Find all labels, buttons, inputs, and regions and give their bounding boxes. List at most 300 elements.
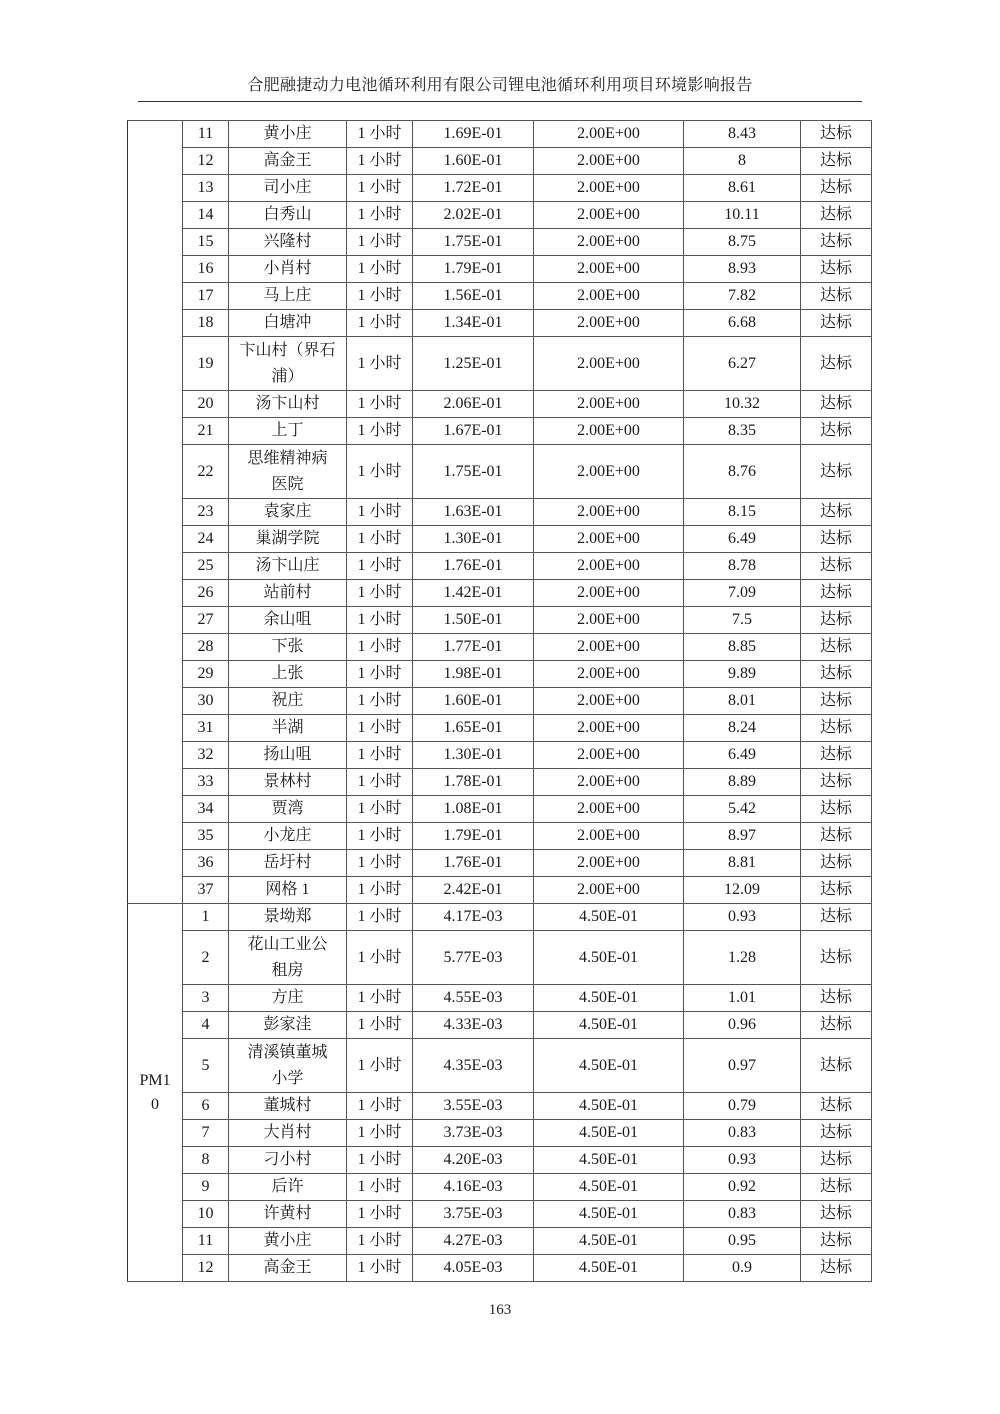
row-number-cell: 23 — [183, 499, 229, 526]
compliance-status-cell: 达标 — [801, 823, 872, 850]
averaging-period-cell: 1 小时 — [347, 526, 413, 553]
row-number-cell: 6 — [183, 1093, 229, 1120]
max-concentration-cell: 1.30E-01 — [413, 742, 534, 769]
averaging-period-cell: 1 小时 — [347, 229, 413, 256]
row-number-cell: 19 — [183, 337, 229, 391]
standard-value-cell: 2.00E+00 — [534, 148, 684, 175]
site-name-line: 思维精神病 — [247, 449, 328, 467]
percent-of-standard-cell: 8.97 — [684, 823, 801, 850]
site-name-cell: 汤卞山村 — [229, 391, 347, 418]
percent-of-standard-cell: 7.82 — [684, 283, 801, 310]
site-name-cell: 景坳郑 — [229, 904, 347, 931]
standard-value-cell: 4.50E-01 — [534, 1201, 684, 1228]
max-concentration-cell: 4.33E-03 — [413, 1012, 534, 1039]
compliance-status-cell: 达标 — [801, 121, 872, 148]
site-name-cell: 方庄 — [229, 985, 347, 1012]
max-concentration-cell: 4.17E-03 — [413, 904, 534, 931]
compliance-status-cell: 达标 — [801, 1012, 872, 1039]
table-row — [128, 175, 872, 202]
max-concentration-cell: 1.60E-01 — [413, 148, 534, 175]
row-number-cell: 12 — [183, 1255, 229, 1282]
compliance-status-cell: 达标 — [801, 661, 872, 688]
percent-of-standard-cell: 8.89 — [684, 769, 801, 796]
compliance-status-cell: 达标 — [801, 715, 872, 742]
max-concentration-cell: 1.79E-01 — [413, 823, 534, 850]
row-number-cell: 22 — [183, 445, 229, 499]
standard-value-cell: 4.50E-01 — [534, 985, 684, 1012]
table-row — [128, 121, 872, 148]
compliance-status-cell: 达标 — [801, 229, 872, 256]
compliance-status-cell: 达标 — [801, 1228, 872, 1255]
site-name-cell: 后许 — [229, 1174, 347, 1201]
site-name-cell: 扬山咀 — [229, 742, 347, 769]
max-concentration-cell: 1.79E-01 — [413, 256, 534, 283]
averaging-period-cell: 1 小时 — [347, 715, 413, 742]
site-name-cell: 余山咀 — [229, 607, 347, 634]
percent-of-standard-cell: 8 — [684, 148, 801, 175]
site-name-cell: 大肖村 — [229, 1120, 347, 1147]
site-name-cell: 网格 1 — [229, 877, 347, 904]
table-body — [128, 121, 872, 1282]
site-name-cell: 祝庄 — [229, 688, 347, 715]
site-name-cell: 半湖 — [229, 715, 347, 742]
table-row — [128, 499, 872, 526]
averaging-period-cell: 1 小时 — [347, 148, 413, 175]
row-number-cell: 27 — [183, 607, 229, 634]
averaging-period-cell: 1 小时 — [347, 580, 413, 607]
standard-value-cell: 2.00E+00 — [534, 337, 684, 391]
standard-value-cell: 4.50E-01 — [534, 1228, 684, 1255]
site-name-cell: 上张 — [229, 661, 347, 688]
max-concentration-cell: 1.65E-01 — [413, 715, 534, 742]
averaging-period-cell: 1 小时 — [347, 1093, 413, 1120]
table-row — [128, 850, 872, 877]
percent-of-standard-cell: 10.11 — [684, 202, 801, 229]
table-row — [128, 742, 872, 769]
table-row — [128, 418, 872, 445]
averaging-period-cell: 1 小时 — [347, 634, 413, 661]
averaging-period-cell: 1 小时 — [347, 310, 413, 337]
percent-of-standard-cell: 1.01 — [684, 985, 801, 1012]
site-name-cell: 马上庄 — [229, 283, 347, 310]
table-row — [128, 607, 872, 634]
averaging-period-cell: 1 小时 — [347, 445, 413, 499]
percent-of-standard-cell: 0.93 — [684, 904, 801, 931]
row-number-cell: 4 — [183, 1012, 229, 1039]
averaging-period-cell: 1 小时 — [347, 904, 413, 931]
max-concentration-cell: 3.55E-03 — [413, 1093, 534, 1120]
compliance-status-cell: 达标 — [801, 1174, 872, 1201]
row-number-cell: 24 — [183, 526, 229, 553]
compliance-status-cell: 达标 — [801, 634, 872, 661]
averaging-period-cell: 1 小时 — [347, 283, 413, 310]
max-concentration-cell: 1.25E-01 — [413, 337, 534, 391]
max-concentration-cell: 4.20E-03 — [413, 1147, 534, 1174]
averaging-period-cell: 1 小时 — [347, 742, 413, 769]
percent-of-standard-cell: 10.32 — [684, 391, 801, 418]
table-row — [128, 1012, 872, 1039]
row-number-cell: 11 — [183, 1228, 229, 1255]
standard-value-cell: 4.50E-01 — [534, 1012, 684, 1039]
percent-of-standard-cell: 8.76 — [684, 445, 801, 499]
compliance-status-cell: 达标 — [801, 769, 872, 796]
compliance-status-cell: 达标 — [801, 445, 872, 499]
max-concentration-cell: 1.30E-01 — [413, 526, 534, 553]
compliance-status-cell: 达标 — [801, 256, 872, 283]
max-concentration-cell: 4.05E-03 — [413, 1255, 534, 1282]
table-row — [128, 985, 872, 1012]
standard-value-cell: 2.00E+00 — [534, 391, 684, 418]
averaging-period-cell: 1 小时 — [347, 877, 413, 904]
row-number-cell: 8 — [183, 1147, 229, 1174]
site-name-line: 医院 — [271, 475, 304, 493]
max-concentration-cell: 2.42E-01 — [413, 877, 534, 904]
site-name-line: 租房 — [271, 961, 304, 979]
compliance-status-cell: 达标 — [801, 499, 872, 526]
standard-value-cell: 2.00E+00 — [534, 229, 684, 256]
standard-value-cell: 4.50E-01 — [534, 1147, 684, 1174]
max-concentration-cell: 5.77E-03 — [413, 931, 534, 985]
compliance-status-cell: 达标 — [801, 1039, 872, 1093]
percent-of-standard-cell: 8.61 — [684, 175, 801, 202]
site-name-cell: 白塘冲 — [229, 310, 347, 337]
standard-value-cell: 2.00E+00 — [534, 877, 684, 904]
table-row — [128, 445, 872, 499]
site-name-cell: 白秀山 — [229, 202, 347, 229]
table-row — [128, 391, 872, 418]
report-header-title: 合肥融捷动力电池循环利用有限公司锂电池循环利用项目环境影响报告 — [247, 77, 753, 94]
standard-value-cell: 2.00E+00 — [534, 607, 684, 634]
site-name-cell: 岳圩村 — [229, 850, 347, 877]
table-row — [128, 1201, 872, 1228]
row-number-cell: 26 — [183, 580, 229, 607]
max-concentration-cell: 1.50E-01 — [413, 607, 534, 634]
averaging-period-cell: 1 小时 — [347, 553, 413, 580]
compliance-status-cell: 达标 — [801, 607, 872, 634]
standard-value-cell: 2.00E+00 — [534, 634, 684, 661]
percent-of-standard-cell: 8.24 — [684, 715, 801, 742]
standard-value-cell: 4.50E-01 — [534, 904, 684, 931]
standard-value-cell: 2.00E+00 — [534, 688, 684, 715]
averaging-period-cell: 1 小时 — [347, 931, 413, 985]
pollutant-label-line: PM1 — [139, 1071, 171, 1089]
max-concentration-cell: 1.98E-01 — [413, 661, 534, 688]
averaging-period-cell: 1 小时 — [347, 499, 413, 526]
row-number-cell: 20 — [183, 391, 229, 418]
averaging-period-cell: 1 小时 — [347, 661, 413, 688]
table-row — [128, 553, 872, 580]
averaging-period-cell: 1 小时 — [347, 1039, 413, 1093]
compliance-status-cell: 达标 — [801, 1093, 872, 1120]
row-number-cell: 17 — [183, 283, 229, 310]
row-number-cell: 18 — [183, 310, 229, 337]
percent-of-standard-cell: 0.97 — [684, 1039, 801, 1093]
site-name-line: 花山工业公 — [247, 935, 328, 953]
percent-of-standard-cell: 5.42 — [684, 796, 801, 823]
standard-value-cell: 2.00E+00 — [534, 445, 684, 499]
averaging-period-cell: 1 小时 — [347, 202, 413, 229]
compliance-status-cell: 达标 — [801, 553, 872, 580]
percent-of-standard-cell: 8.93 — [684, 256, 801, 283]
max-concentration-cell: 1.75E-01 — [413, 445, 534, 499]
compliance-status-cell: 达标 — [801, 148, 872, 175]
table-row — [128, 148, 872, 175]
max-concentration-cell: 4.27E-03 — [413, 1228, 534, 1255]
site-name-cell: 汤卞山庄 — [229, 553, 347, 580]
table-row — [128, 1039, 872, 1093]
compliance-status-cell: 达标 — [801, 850, 872, 877]
compliance-status-cell: 达标 — [801, 688, 872, 715]
averaging-period-cell: 1 小时 — [347, 256, 413, 283]
percent-of-standard-cell: 8.01 — [684, 688, 801, 715]
row-number-cell: 12 — [183, 148, 229, 175]
max-concentration-cell: 1.56E-01 — [413, 283, 534, 310]
standard-value-cell: 2.00E+00 — [534, 661, 684, 688]
max-concentration-cell: 4.55E-03 — [413, 985, 534, 1012]
row-number-cell: 10 — [183, 1201, 229, 1228]
standard-value-cell: 2.00E+00 — [534, 580, 684, 607]
max-concentration-cell: 1.34E-01 — [413, 310, 534, 337]
row-number-cell: 7 — [183, 1120, 229, 1147]
row-number-cell: 11 — [183, 121, 229, 148]
percent-of-standard-cell: 0.9 — [684, 1255, 801, 1282]
standard-value-cell: 2.00E+00 — [534, 526, 684, 553]
standard-value-cell: 2.00E+00 — [534, 769, 684, 796]
table-row — [128, 526, 872, 553]
table-row — [128, 715, 872, 742]
row-number-cell: 5 — [183, 1039, 229, 1093]
row-number-cell: 29 — [183, 661, 229, 688]
percent-of-standard-cell: 12.09 — [684, 877, 801, 904]
max-concentration-cell: 1.67E-01 — [413, 418, 534, 445]
standard-value-cell: 2.00E+00 — [534, 256, 684, 283]
table-row — [128, 1120, 872, 1147]
averaging-period-cell: 1 小时 — [347, 985, 413, 1012]
percent-of-standard-cell: 6.49 — [684, 742, 801, 769]
max-concentration-cell: 4.16E-03 — [413, 1174, 534, 1201]
max-concentration-cell: 1.42E-01 — [413, 580, 534, 607]
standard-value-cell: 2.00E+00 — [534, 553, 684, 580]
standard-value-cell: 2.00E+00 — [534, 742, 684, 769]
site-name-cell: 彭家洼 — [229, 1012, 347, 1039]
pollutant-label-line: 0 — [151, 1095, 159, 1113]
table-row — [128, 229, 872, 256]
site-name-cell: 司小庄 — [229, 175, 347, 202]
averaging-period-cell: 1 小时 — [347, 418, 413, 445]
averaging-period-cell: 1 小时 — [347, 769, 413, 796]
compliance-status-cell: 达标 — [801, 337, 872, 391]
site-name-cell: 贾湾 — [229, 796, 347, 823]
percent-of-standard-cell: 0.83 — [684, 1201, 801, 1228]
row-number-cell: 28 — [183, 634, 229, 661]
table-row — [128, 1093, 872, 1120]
percent-of-standard-cell: 6.68 — [684, 310, 801, 337]
site-name-line: 卞山村（界石 — [239, 341, 336, 359]
averaging-period-cell: 1 小时 — [347, 337, 413, 391]
table-row — [128, 1255, 872, 1282]
max-concentration-cell: 1.76E-01 — [413, 850, 534, 877]
averaging-period-cell: 1 小时 — [347, 1147, 413, 1174]
pollutant-cell — [128, 121, 183, 904]
site-name-cell — [229, 445, 347, 499]
compliance-status-cell: 达标 — [801, 580, 872, 607]
standard-value-cell: 2.00E+00 — [534, 823, 684, 850]
compliance-status-cell: 达标 — [801, 283, 872, 310]
row-number-cell: 14 — [183, 202, 229, 229]
percent-of-standard-cell: 6.49 — [684, 526, 801, 553]
percent-of-standard-cell: 0.95 — [684, 1228, 801, 1255]
max-concentration-cell: 4.35E-03 — [413, 1039, 534, 1093]
row-number-cell: 35 — [183, 823, 229, 850]
site-name-cell: 上丁 — [229, 418, 347, 445]
site-name-line: 浦） — [271, 367, 304, 385]
max-concentration-cell: 1.69E-01 — [413, 121, 534, 148]
percent-of-standard-cell: 7.5 — [684, 607, 801, 634]
table-row — [128, 634, 872, 661]
percent-of-standard-cell: 0.96 — [684, 1012, 801, 1039]
percent-of-standard-cell: 7.09 — [684, 580, 801, 607]
percent-of-standard-cell: 8.85 — [684, 634, 801, 661]
percent-of-standard-cell: 0.83 — [684, 1120, 801, 1147]
max-concentration-cell: 1.60E-01 — [413, 688, 534, 715]
row-number-cell: 36 — [183, 850, 229, 877]
site-name-cell: 高金王 — [229, 148, 347, 175]
averaging-period-cell: 1 小时 — [347, 1012, 413, 1039]
table-row — [128, 931, 872, 985]
compliance-status-cell: 达标 — [801, 742, 872, 769]
site-name-cell: 小肖村 — [229, 256, 347, 283]
row-number-cell: 1 — [183, 904, 229, 931]
row-number-cell: 30 — [183, 688, 229, 715]
max-concentration-cell: 1.78E-01 — [413, 769, 534, 796]
standard-value-cell: 2.00E+00 — [534, 310, 684, 337]
percent-of-standard-cell: 8.78 — [684, 553, 801, 580]
compliance-status-cell: 达标 — [801, 985, 872, 1012]
site-name-cell: 许黄村 — [229, 1201, 347, 1228]
table-row — [128, 769, 872, 796]
percent-of-standard-cell: 0.93 — [684, 1147, 801, 1174]
site-name-cell — [229, 931, 347, 985]
table-row — [128, 580, 872, 607]
header-divider — [138, 101, 862, 102]
averaging-period-cell: 1 小时 — [347, 1201, 413, 1228]
standard-value-cell: 2.00E+00 — [534, 418, 684, 445]
averaging-period-cell: 1 小时 — [347, 175, 413, 202]
averaging-period-cell: 1 小时 — [347, 391, 413, 418]
averaging-period-cell: 1 小时 — [347, 850, 413, 877]
site-name-line: 清溪镇董城 — [247, 1043, 328, 1061]
max-concentration-cell: 2.02E-01 — [413, 202, 534, 229]
row-number-cell: 15 — [183, 229, 229, 256]
site-name-cell: 刁小村 — [229, 1147, 347, 1174]
averaging-period-cell: 1 小时 — [347, 1228, 413, 1255]
row-number-cell: 34 — [183, 796, 229, 823]
standard-value-cell: 4.50E-01 — [534, 1093, 684, 1120]
table-row — [128, 661, 872, 688]
compliance-status-cell: 达标 — [801, 202, 872, 229]
compliance-status-cell: 达标 — [801, 526, 872, 553]
standard-value-cell: 2.00E+00 — [534, 202, 684, 229]
compliance-status-cell: 达标 — [801, 418, 872, 445]
table-row — [128, 904, 872, 931]
table-row — [128, 1174, 872, 1201]
compliance-status-cell: 达标 — [801, 796, 872, 823]
site-name-cell: 景林村 — [229, 769, 347, 796]
site-name-cell: 小龙庄 — [229, 823, 347, 850]
page-number: 163 — [488, 1302, 512, 1318]
standard-value-cell: 2.00E+00 — [534, 796, 684, 823]
compliance-status-cell: 达标 — [801, 931, 872, 985]
row-number-cell: 21 — [183, 418, 229, 445]
standard-value-cell: 4.50E-01 — [534, 1120, 684, 1147]
table-row — [128, 283, 872, 310]
percent-of-standard-cell: 8.81 — [684, 850, 801, 877]
compliance-status-cell: 达标 — [801, 391, 872, 418]
compliance-status-cell: 达标 — [801, 175, 872, 202]
row-number-cell: 25 — [183, 553, 229, 580]
row-number-cell: 32 — [183, 742, 229, 769]
table-row — [128, 202, 872, 229]
percent-of-standard-cell: 6.27 — [684, 337, 801, 391]
averaging-period-cell: 1 小时 — [347, 796, 413, 823]
compliance-status-cell: 达标 — [801, 1201, 872, 1228]
standard-value-cell: 2.00E+00 — [534, 175, 684, 202]
compliance-status-cell: 达标 — [801, 1120, 872, 1147]
site-name-cell: 下张 — [229, 634, 347, 661]
max-concentration-cell: 1.08E-01 — [413, 796, 534, 823]
site-name-cell: 董城村 — [229, 1093, 347, 1120]
percent-of-standard-cell: 9.89 — [684, 661, 801, 688]
percent-of-standard-cell: 1.28 — [684, 931, 801, 985]
prediction-results-table — [127, 120, 872, 1282]
site-name-line: 小学 — [271, 1069, 304, 1087]
averaging-period-cell: 1 小时 — [347, 121, 413, 148]
site-name-cell: 黄小庄 — [229, 121, 347, 148]
standard-value-cell: 4.50E-01 — [534, 931, 684, 985]
percent-of-standard-cell: 8.75 — [684, 229, 801, 256]
averaging-period-cell: 1 小时 — [347, 607, 413, 634]
site-name-cell: 高金王 — [229, 1255, 347, 1282]
compliance-status-cell: 达标 — [801, 877, 872, 904]
max-concentration-cell: 1.75E-01 — [413, 229, 534, 256]
table-row — [128, 796, 872, 823]
percent-of-standard-cell: 8.43 — [684, 121, 801, 148]
standard-value-cell: 4.50E-01 — [534, 1174, 684, 1201]
table-row — [128, 1228, 872, 1255]
site-name-cell: 巢湖学院 — [229, 526, 347, 553]
compliance-status-cell: 达标 — [801, 310, 872, 337]
table-row — [128, 877, 872, 904]
table-row — [128, 337, 872, 391]
averaging-period-cell: 1 小时 — [347, 823, 413, 850]
standard-value-cell: 4.50E-01 — [534, 1255, 684, 1282]
table-row — [128, 823, 872, 850]
table-row — [128, 688, 872, 715]
row-number-cell: 16 — [183, 256, 229, 283]
max-concentration-cell: 1.76E-01 — [413, 553, 534, 580]
averaging-period-cell: 1 小时 — [347, 1255, 413, 1282]
averaging-period-cell: 1 小时 — [347, 688, 413, 715]
max-concentration-cell: 1.63E-01 — [413, 499, 534, 526]
site-name-cell — [229, 1039, 347, 1093]
row-number-cell: 13 — [183, 175, 229, 202]
standard-value-cell: 2.00E+00 — [534, 715, 684, 742]
row-number-cell: 31 — [183, 715, 229, 742]
standard-value-cell: 2.00E+00 — [534, 283, 684, 310]
max-concentration-cell: 2.06E-01 — [413, 391, 534, 418]
row-number-cell: 2 — [183, 931, 229, 985]
compliance-status-cell: 达标 — [801, 1255, 872, 1282]
